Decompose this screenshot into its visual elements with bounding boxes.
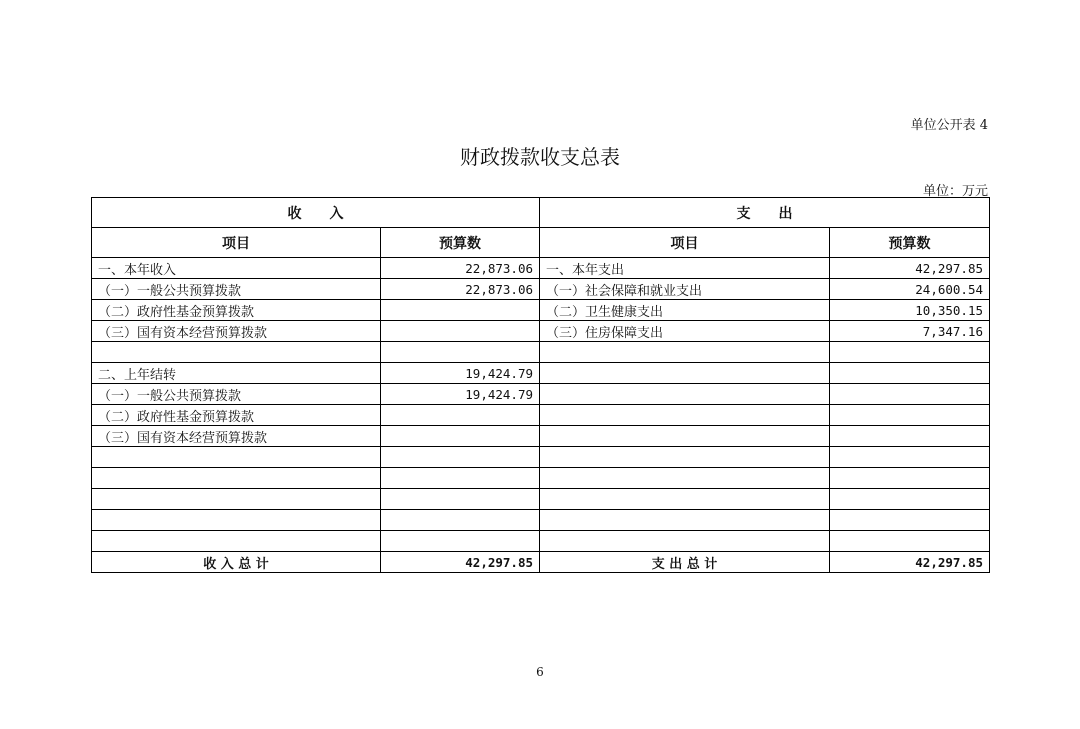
expense-total-value: 42,297.85 [830, 552, 990, 573]
income-item-cell: （一）一般公共预算拨款 [92, 279, 381, 300]
expense-value-cell: 42,297.85 [830, 258, 990, 279]
income-item-cell [92, 489, 381, 510]
income-item-cell: （三）国有资本经营预算拨款 [92, 426, 381, 447]
expense-item-cell: （一）社会保障和就业支出 [540, 279, 830, 300]
expense-value-cell: 10,350.15 [830, 300, 990, 321]
income-value-cell [381, 426, 540, 447]
income-item-cell: （二）政府性基金预算拨款 [92, 405, 381, 426]
expense-item-cell [540, 510, 830, 531]
income-total-label: 收 入 总 计 [92, 552, 381, 573]
income-item-cell: （二）政府性基金预算拨款 [92, 300, 381, 321]
income-budget-header: 预算数 [381, 228, 540, 258]
income-item-cell [92, 468, 381, 489]
expense-item-cell: （二）卫生健康支出 [540, 300, 830, 321]
table-row [92, 426, 990, 447]
expense-value-cell [830, 489, 990, 510]
income-item-cell: 一、本年收入 [92, 258, 381, 279]
budget-summary-table [91, 197, 990, 573]
income-item-cell: （三）国有资本经营预算拨款 [92, 321, 381, 342]
total-row [92, 552, 990, 573]
table-row [92, 342, 990, 363]
table-row [92, 447, 990, 468]
table-row [92, 279, 990, 300]
table-row [92, 363, 990, 384]
expense-item-cell [540, 384, 830, 405]
income-item-cell [92, 447, 381, 468]
expense-value-cell [830, 531, 990, 552]
expense-item-cell: 一、本年支出 [540, 258, 830, 279]
expense-value-cell [830, 447, 990, 468]
expense-value-cell [830, 468, 990, 489]
income-value-cell [381, 405, 540, 426]
table-row [92, 405, 990, 426]
income-value-cell: 22,873.06 [381, 279, 540, 300]
income-value-cell [381, 447, 540, 468]
table-row [92, 468, 990, 489]
expense-value-cell [830, 363, 990, 384]
unit-label: 单位：万元 [922, 184, 988, 199]
expense-item-cell [540, 468, 830, 489]
expense-value-cell [830, 342, 990, 363]
table-row [92, 300, 990, 321]
expense-item-header: 项目 [540, 228, 830, 258]
income-item-cell: （一）一般公共预算拨款 [92, 384, 381, 405]
income-value-cell [381, 342, 540, 363]
table-row [92, 489, 990, 510]
expense-total-label: 支 出 总 计 [540, 552, 830, 573]
expense-value-cell: 7,347.16 [830, 321, 990, 342]
expense-item-cell: （三）住房保障支出 [540, 321, 830, 342]
table-row [92, 384, 990, 405]
income-value-cell: 19,424.79 [381, 363, 540, 384]
expense-value-cell [830, 510, 990, 531]
income-item-cell: 二、上年结转 [92, 363, 381, 384]
expense-item-cell [540, 342, 830, 363]
income-value-cell [381, 489, 540, 510]
expense-item-cell [540, 531, 830, 552]
expense-item-cell [540, 447, 830, 468]
expense-item-cell [540, 405, 830, 426]
income-value-cell [381, 300, 540, 321]
income-section-header: 收 入 [92, 198, 540, 228]
income-value-cell [381, 531, 540, 552]
expense-value-cell [830, 426, 990, 447]
table-row [92, 258, 990, 279]
income-item-cell [92, 342, 381, 363]
income-value-cell [381, 510, 540, 531]
page-title: 财政拨款收支总表 [460, 145, 620, 169]
table-row [92, 531, 990, 552]
income-value-cell: 19,424.79 [381, 384, 540, 405]
expense-item-cell [540, 363, 830, 384]
expense-item-cell [540, 426, 830, 447]
form-number: 单位公开表 4 [910, 118, 988, 133]
expense-section-header: 支 出 [540, 198, 990, 228]
expense-value-cell [830, 405, 990, 426]
expense-value-cell: 24,600.54 [830, 279, 990, 300]
income-item-cell [92, 510, 381, 531]
income-value-cell: 22,873.06 [381, 258, 540, 279]
section-header-row [92, 198, 990, 228]
expense-budget-header: 预算数 [830, 228, 990, 258]
income-item-cell [92, 531, 381, 552]
table-row [92, 510, 990, 531]
table-row [92, 321, 990, 342]
income-value-cell [381, 468, 540, 489]
column-header-row [92, 228, 990, 258]
income-item-header: 项目 [92, 228, 381, 258]
page-number: 6 [536, 665, 544, 679]
expense-value-cell [830, 384, 990, 405]
income-total-value: 42,297.85 [381, 552, 540, 573]
expense-item-cell [540, 489, 830, 510]
income-value-cell [381, 321, 540, 342]
